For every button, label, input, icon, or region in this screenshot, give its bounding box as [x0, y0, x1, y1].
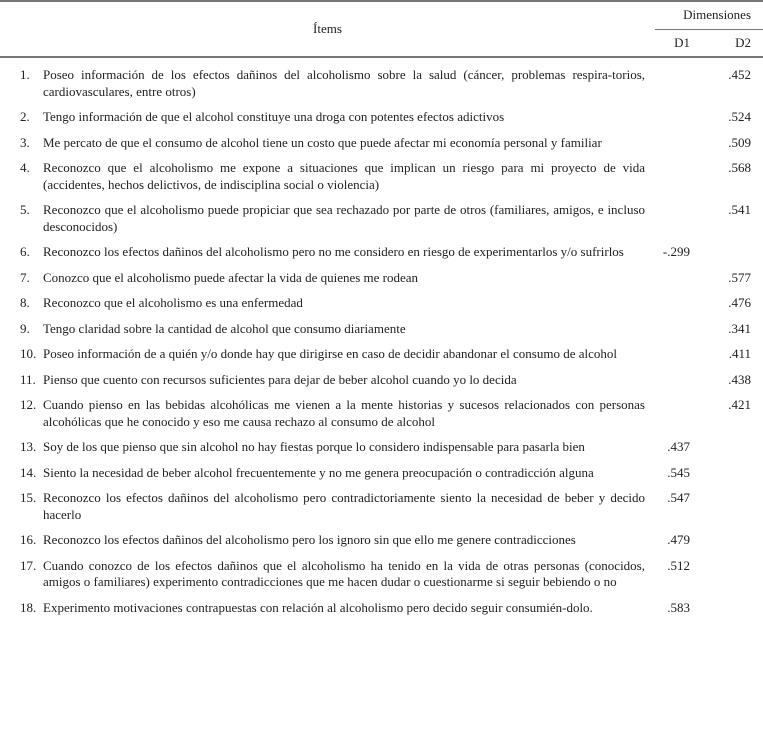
- table-row: [0, 368, 763, 394]
- item-text: Reconozco los efectos dañinos del alcoholismo pero contradictoriamente siento la necesidad de beber y decido hacerlo: [43, 490, 645, 522]
- table-row: [0, 131, 763, 157]
- table-row: [0, 435, 763, 461]
- d2-value: .541: [728, 202, 752, 217]
- item-number: 9.: [20, 320, 30, 336]
- d2-value: [710, 554, 763, 596]
- d1-value: [655, 317, 710, 343]
- table-row: [0, 393, 763, 435]
- item-number: 4.: [20, 160, 30, 175]
- item-text: Pienso que cuento con recursos suficientes para dejar de beber alcohol cuando yo lo decida: [43, 371, 517, 387]
- d2-value: .568: [728, 160, 752, 175]
- item-cell: [0, 368, 655, 394]
- table-header: [0, 1, 763, 57]
- table-row: [0, 596, 763, 619]
- item-text: Conozco que el alcoholismo puede afectar la vida de quienes me rodean: [43, 269, 419, 285]
- table-row: [0, 342, 763, 368]
- table-row: [0, 156, 763, 198]
- item-number: 13.: [20, 439, 37, 454]
- d2-value: .341: [728, 320, 752, 336]
- d1-value: [655, 57, 710, 105]
- item-number: 18.: [20, 599, 37, 615]
- d1-value: .437: [667, 439, 690, 454]
- d2-value: .452: [728, 67, 752, 82]
- d1-value: [655, 131, 710, 157]
- item-number: 7.: [20, 269, 30, 285]
- item-number: 6.: [20, 244, 30, 259]
- table-row: [0, 461, 763, 487]
- item-text: Soy de los que pienso que sin alcohol no hay fiestas porque lo considero indispensable para pasarla bien: [43, 439, 585, 454]
- d2-value: .476: [728, 295, 752, 310]
- item-cell: [0, 461, 655, 487]
- d1-value: [655, 393, 710, 435]
- dimensions-column-header: Dimensiones: [655, 1, 763, 29]
- item-text: Me percato de que el consumo de alcohol tiene un costo que puede afectar mi economía personal y familiar: [43, 134, 602, 150]
- item-cell: [0, 435, 655, 461]
- d2-value: .509: [728, 134, 752, 150]
- table-row: [0, 554, 763, 596]
- item-cell: [0, 393, 655, 435]
- item-cell: [0, 317, 655, 343]
- item-number: 10.: [20, 346, 37, 361]
- item-text: Reconozco que el alcoholismo me expone a situaciones que implican un riesgo para mi proyecto de vida (accidentes, hechos delictivos, de indisciplina social o violencia): [43, 160, 645, 192]
- items-column-header: Ítems: [0, 1, 655, 57]
- table-row: [0, 528, 763, 554]
- d2-value: .438: [728, 371, 752, 387]
- table-row: [0, 198, 763, 240]
- d2-value: .524: [728, 109, 752, 124]
- item-cell: [0, 342, 655, 368]
- item-cell: [0, 554, 655, 596]
- item-number: 1.: [20, 67, 30, 82]
- item-number: 15.: [20, 490, 37, 505]
- item-number: 14.: [20, 464, 37, 480]
- d1-value: [655, 291, 710, 317]
- item-text: Tengo claridad sobre la cantidad de alcohol que consumo diariamente: [43, 320, 406, 336]
- d2-value: [710, 486, 763, 528]
- d1-value: .545: [667, 464, 690, 480]
- d2-value: [710, 528, 763, 554]
- d1-value: [655, 368, 710, 394]
- table-row: [0, 105, 763, 131]
- d1-column-header: D1: [655, 29, 710, 57]
- item-number: 8.: [20, 295, 30, 310]
- item-text: Poseo información de a quién y/o donde hay que dirigirse en caso de decidir abandonar el consumo de alcohol: [43, 346, 617, 361]
- item-cell: [0, 291, 655, 317]
- item-text: Reconozco que el alcoholismo es una enfermedad: [43, 295, 303, 310]
- d1-value: -.299: [662, 244, 690, 259]
- item-number: 11.: [20, 371, 36, 387]
- item-cell: [0, 105, 655, 131]
- item-cell: [0, 596, 655, 619]
- d1-value: .547: [667, 490, 690, 505]
- d2-value: [710, 596, 763, 619]
- table-row: [0, 291, 763, 317]
- table-body: [0, 57, 763, 618]
- d1-value: [655, 342, 710, 368]
- table-row: [0, 240, 763, 266]
- d2-value: [710, 240, 763, 266]
- item-text: Poseo información de los efectos dañinos del alcoholismo sobre la salud (cáncer, problemas respira-torios, cardiovasculares, entre otros): [43, 67, 645, 99]
- item-text: Reconozco que el alcoholismo puede propiciar que sea rechazado por parte de otros (familiares, amigos, e incluso desconocidos): [43, 202, 645, 234]
- table-row: [0, 57, 763, 105]
- d2-value: [710, 461, 763, 487]
- d2-value: [710, 435, 763, 461]
- item-cell: [0, 486, 655, 528]
- item-cell: [0, 528, 655, 554]
- d2-value: .411: [728, 346, 752, 361]
- table-row: [0, 317, 763, 343]
- d2-column-header: D2: [710, 29, 763, 57]
- item-text: Siento la necesidad de beber alcohol frecuentemente y no me genera preocupación o contradicción alguna: [43, 464, 594, 480]
- item-cell: [0, 57, 655, 105]
- item-text: Reconozco los efectos dañinos del alcoholismo pero los ignoro sin que ello me genere contradicciones: [43, 532, 576, 547]
- item-number: 3.: [20, 134, 30, 150]
- item-text: Tengo información de que el alcohol constituye una droga con potentes efectos adictivos: [43, 109, 505, 124]
- item-text: Cuando conozco de los efectos dañinos que el alcoholismo ha tenido en la vida de otras personas (conocidos, amigos o familiares) experimento contradicciones que me hacen dudar o cuestionarme si seguir bebiendo o no: [43, 557, 645, 589]
- item-cell: [0, 156, 655, 198]
- item-text: Cuando pienso en las bebidas alcohólicas me vienen a la mente historias y sucesos relacionados con personas alcohólicas que he conocido y eso me causa rechazo al consumo de alcohol: [43, 397, 645, 429]
- table-row: [0, 486, 763, 528]
- d1-value: [655, 266, 710, 292]
- item-number: 17.: [20, 557, 37, 573]
- item-number: 5.: [20, 202, 30, 217]
- item-number: 12.: [20, 397, 37, 412]
- d1-value: .512: [667, 557, 690, 573]
- d1-value: .583: [667, 599, 690, 615]
- d1-value: [655, 198, 710, 240]
- d1-value: [655, 156, 710, 198]
- item-number: 16.: [20, 532, 37, 547]
- table-row: [0, 266, 763, 292]
- item-number: 2.: [20, 109, 30, 124]
- item-cell: [0, 198, 655, 240]
- item-cell: [0, 131, 655, 157]
- item-text: Experimento motivaciones contrapuestas con relación al alcoholismo pero decido seguir consumién-dolo.: [43, 599, 593, 615]
- d1-value: .479: [667, 532, 690, 547]
- d2-value: .577: [728, 269, 752, 285]
- item-text: Reconozco los efectos dañinos del alcoholismo pero no me considero en riesgo de experimentarlos y/o sufrirlos: [43, 244, 624, 259]
- item-cell: [0, 266, 655, 292]
- d2-value: .421: [728, 397, 752, 412]
- d1-value: [655, 105, 710, 131]
- item-cell: [0, 240, 655, 266]
